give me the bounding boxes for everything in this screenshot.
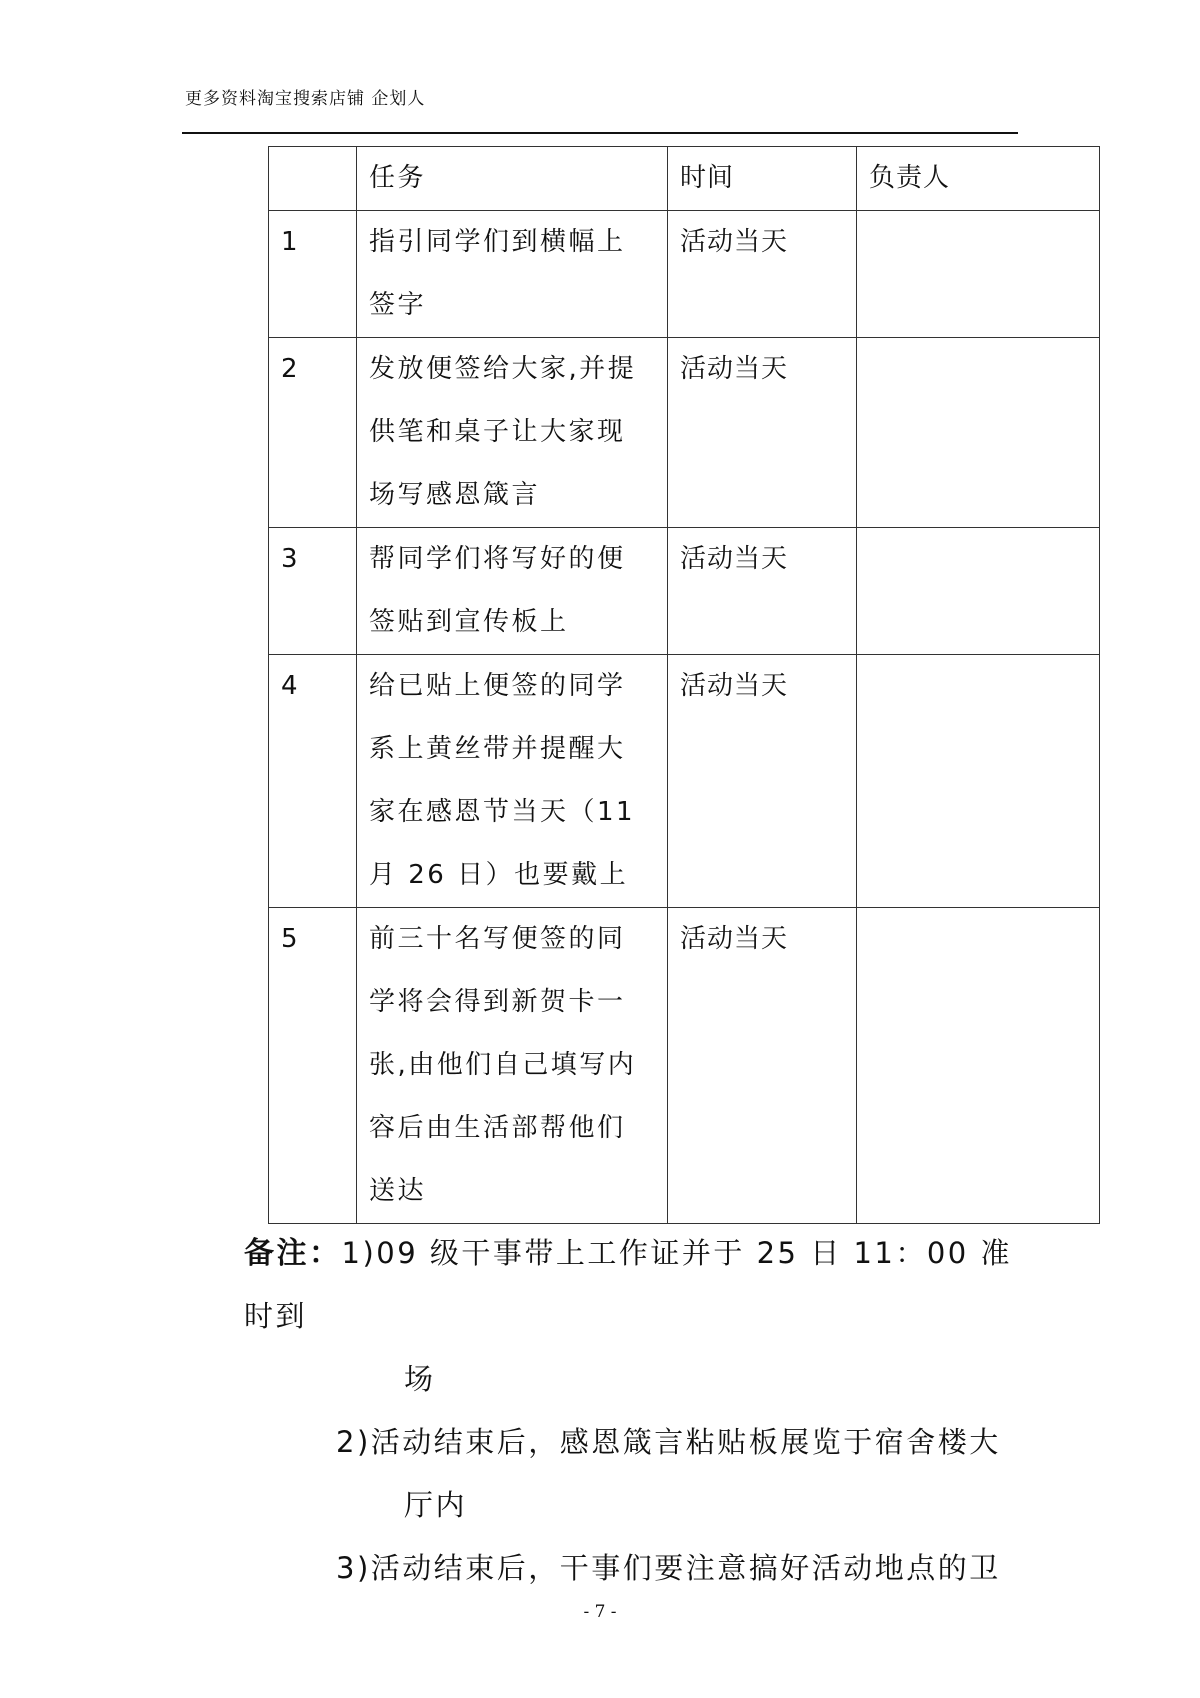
row-time: 活动当天 xyxy=(668,655,857,908)
task-line: 供笔和桌子让大家现 xyxy=(369,417,626,447)
row-time: 活动当天 xyxy=(668,908,857,1224)
row-task xyxy=(357,211,668,338)
task-line: 张,由他们自己填写内 xyxy=(369,1050,637,1080)
task-line: 发放便签给大家,并提 xyxy=(369,354,637,384)
row-task xyxy=(357,528,668,655)
table-row xyxy=(269,655,1100,908)
task-line: 签贴到宣传板上 xyxy=(369,607,569,637)
task-line: 家在感恩节当天（11 xyxy=(369,797,636,827)
row-time: 活动当天 xyxy=(668,211,857,338)
row-task xyxy=(357,908,668,1224)
task-line: 系上黄丝带并提醒大 xyxy=(369,734,626,764)
note-line: 1)09 级干事带上工作证并于 25 日 11：00 准时到 xyxy=(244,1236,1012,1333)
task-line: 送达 xyxy=(369,1176,427,1206)
task-line: 场写感恩箴言 xyxy=(369,480,541,510)
row-number: 3 xyxy=(269,528,357,655)
header-cell-num xyxy=(269,147,357,211)
table-row xyxy=(269,211,1100,338)
note-line: 场 xyxy=(404,1362,436,1396)
row-number: 5 xyxy=(269,908,357,1224)
task-line: 学将会得到新贺卡一 xyxy=(369,987,626,1017)
row-number: 2 xyxy=(269,338,357,528)
note-item-1 xyxy=(244,1222,1034,1348)
row-task xyxy=(357,655,668,908)
row-owner xyxy=(857,528,1100,655)
note-line: 厅内 xyxy=(404,1488,468,1522)
note-item-2: 2)活动结束后，感恩箴言粘贴板展览于宿舍楼大 xyxy=(336,1425,1001,1459)
header-cell-task: 任务 xyxy=(357,147,668,211)
note-item-3: 3)活动结束后，干事们要注意搞好活动地点的卫 xyxy=(336,1551,1001,1585)
header-cell-time: 时间 xyxy=(668,147,857,211)
table-row xyxy=(269,908,1100,1224)
page-header: 更多资料淘宝搜索店铺 企划人 xyxy=(185,89,426,109)
table-row xyxy=(269,338,1100,528)
table-row xyxy=(269,528,1100,655)
notes-label: 备注： xyxy=(244,1236,342,1271)
row-number: 1 xyxy=(269,211,357,338)
row-owner xyxy=(857,338,1100,528)
header-cell-owner: 负责人 xyxy=(857,147,1100,211)
row-task xyxy=(357,338,668,528)
task-table xyxy=(268,146,1100,1224)
task-line: 帮同学们将写好的便 xyxy=(369,544,626,574)
row-owner xyxy=(857,211,1100,338)
row-time: 活动当天 xyxy=(668,338,857,528)
table-header-row xyxy=(269,147,1100,211)
notes-section xyxy=(244,1222,1034,1600)
task-line: 给已贴上便签的同学 xyxy=(369,671,626,701)
page-number: - 7 - xyxy=(583,1602,617,1622)
row-owner xyxy=(857,655,1100,908)
row-time: 活动当天 xyxy=(668,528,857,655)
task-line: 指引同学们到横幅上 xyxy=(369,227,626,257)
row-owner xyxy=(857,908,1100,1224)
task-line: 月 26 日）也要戴上 xyxy=(369,860,629,890)
header-rule xyxy=(182,132,1018,134)
task-line: 容后由生活部帮他们 xyxy=(369,1113,626,1143)
task-line: 前三十名写便签的同 xyxy=(369,924,626,954)
task-line: 签字 xyxy=(369,290,427,320)
row-number: 4 xyxy=(269,655,357,908)
